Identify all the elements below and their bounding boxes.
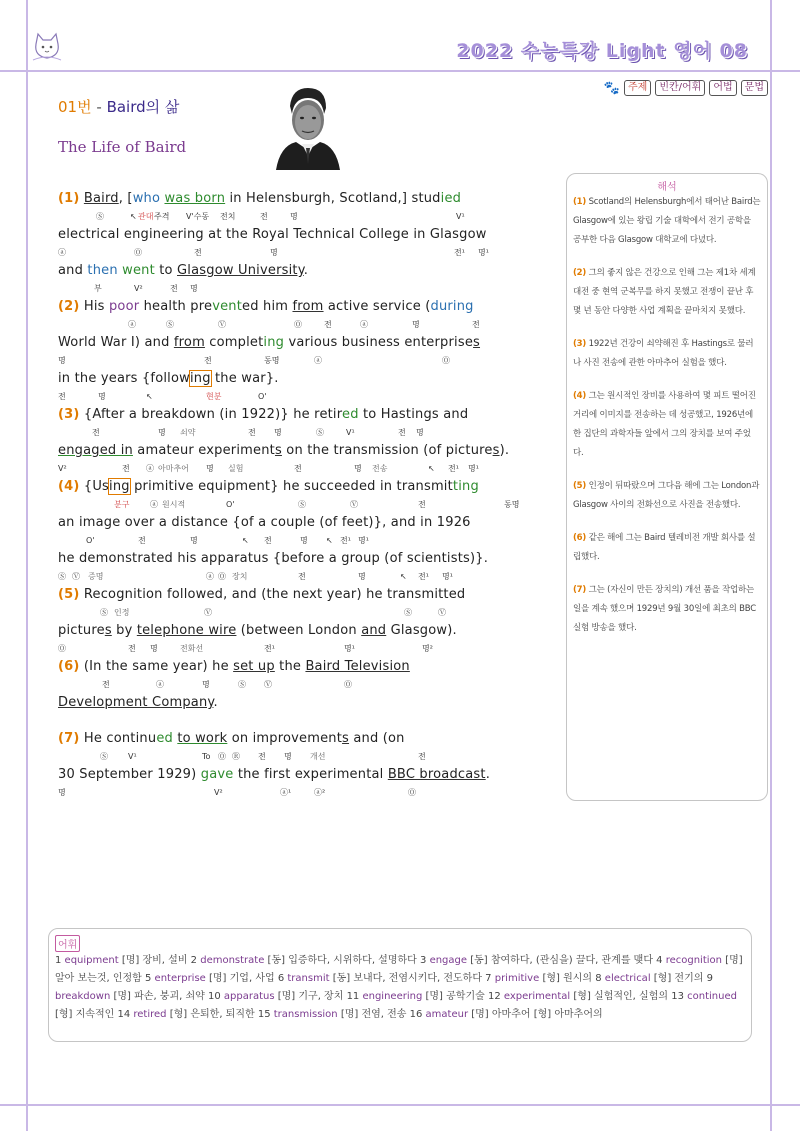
passage-line: and then went to Glasgow University. xyxy=(58,263,309,278)
vocab-entry: 3 engage [동] 참여하다, (관심을) 끌다, 관계를 맺다 xyxy=(420,955,657,966)
passage-line: (3) {After a breakdown (in 1922)} he retired to Hastings and xyxy=(58,407,469,422)
vocab-entry: 16 amateur [명] 아마추어 [형] 아마추어의 xyxy=(409,1009,603,1020)
annotation-line: 전 명 쇠약 전 명 Ⓢ V¹ 전 명 xyxy=(92,428,424,437)
tag-grammar[interactable]: 문법 xyxy=(741,80,768,96)
vocab-entry: 11 engineering [명] 공학기술 xyxy=(346,991,488,1002)
passage-line: (7) He continued to work on improvements and (on xyxy=(58,731,405,746)
vocab-entry: 2 demonstrate [동] 입증하다, 시위하다, 설명하다 xyxy=(190,955,421,966)
annotation-line: V² 전 ⓐ 아마추어 명 실험 전 명 전송 ↖ 전¹ 명¹ xyxy=(58,464,479,473)
passage-line: (6) (In the same year) he set up the Baird Television xyxy=(58,659,410,674)
translation-item: (1) Scotland의 Helensburgh에서 태어난 Baird는 Glasgow에 있는 왕립 기술 대학에서 전기 공학을 공부한 다음 Glasgow 대학교에 다녔다. xyxy=(573,197,761,245)
passage-line: (5) Recognition followed, and (the next year) he transmitted xyxy=(58,587,466,602)
passage-line: (1) Baird, [who was born in Helensburgh, Scotland,] studied xyxy=(58,191,462,206)
passage-line: he demonstrated his apparatus {before a group (of scientists)}. xyxy=(58,551,489,566)
frame-line-bottom xyxy=(0,1104,800,1106)
passage-line: pictures by telephone wire (between London and Glasgow). xyxy=(58,623,457,638)
vocab-entry: 6 transmit [동] 보내다, 전염시키다, 전도하다 xyxy=(277,973,486,984)
annotation-line: 전 ⓐ 명 Ⓢ Ⓥ Ⓞ xyxy=(102,680,352,689)
cat-mascot-icon xyxy=(30,30,64,64)
passage-line: an image over a distance {of a couple (of feet)}, and in 1926 xyxy=(58,515,471,530)
tag-blank-vocab[interactable]: 빈칸/어휘 xyxy=(655,80,705,96)
passage-line: electrical engineering at the Royal Technical College in Glasgow xyxy=(58,227,487,242)
vocab-entry: 15 transmission [명] 전염, 전송 xyxy=(257,1009,410,1020)
translation-item: (3) 1922년 건강이 쇠약해진 후 Hastings로 물러나 사진 전송에 관한 아마추어 실험을 했다. xyxy=(573,339,754,368)
passage-line: (2) His poor health prevented him from active service (during xyxy=(58,299,474,314)
vocab-entry: 13 continued [형] 지속적인 xyxy=(55,991,737,1020)
translation-item: (4) 그는 원시적인 장비를 사용하여 몇 피트 떨어진 거리에 이미지를 전송하는 데 성공했고, 1926년에 한 집단의 과학자들 앞에서 그의 장치를 보여 주었다. xyxy=(573,391,756,458)
vocab-heading: 어휘 xyxy=(55,935,80,952)
passage-line: engaged in amateur experiments on the transmission (of pictures). xyxy=(58,443,510,458)
vocab-entry: 4 recognition [명] 알아 보는것, 인정함 xyxy=(55,955,743,984)
translation-item: (7) 그는 (자신이 만든 장치의) 개선 품을 작업하는 일을 계속 했으며 1929년 9월 30일에 최초의 BBC 실험 방송을 했다. xyxy=(573,585,756,633)
annotation-line: 명 전 동명 ⓐ Ⓞ xyxy=(58,356,450,365)
story-title-en: The Life of Baird xyxy=(58,138,187,156)
tag-topic[interactable]: 주제 xyxy=(624,80,651,96)
annotation-line: Ⓞ 전 명 전화선 전¹ 명¹ 명² xyxy=(58,644,433,653)
annotation-line: 부 V² 전 명 xyxy=(94,284,198,293)
paw-icon: 🐾 xyxy=(603,80,620,96)
frame-line-left xyxy=(26,0,28,1131)
story-title-ko: Baird의 삶 xyxy=(106,98,180,116)
passage-line: (4) {Using primitive equipment} he succeeded in transmitting xyxy=(58,479,479,494)
passage-line: 30 September 1929) gave the first experimental BBC broadcast. xyxy=(58,767,491,782)
passage-line: in the years {following the war}. xyxy=(58,371,279,386)
story-title: 01번 - Baird의 삶 xyxy=(58,98,180,116)
vocab-entry: 5 enterprise [명] 기업, 사업 xyxy=(145,973,278,984)
header-title: 2022 수능특강 Light 영어 08 xyxy=(456,40,748,62)
vocab-entry: 14 retired [형] 은퇴한, 퇴직한 xyxy=(117,1009,258,1020)
passage-line: Development Company. xyxy=(58,695,218,710)
tag-row xyxy=(604,80,768,96)
baird-portrait xyxy=(272,84,342,170)
translation-item: (5) 인정이 뒤따랐으며 그다음 해에 그는 London과 Glasgow 사이의 전화선으로 사진을 전송했다. xyxy=(573,481,760,510)
annotation-line: Ⓢ 인정 Ⓥ Ⓢ Ⓥ xyxy=(100,608,446,617)
vocab-entry: 12 experimental [형] 실험적인, 실험의 xyxy=(487,991,672,1002)
vocab-entry: 7 primitive [형] 원시의 xyxy=(485,973,596,984)
annotation-line: ⓐ Ⓞ 전 명 전¹ 명¹ xyxy=(58,248,489,257)
translation-heading: 해석 xyxy=(657,182,677,193)
frame-line-top xyxy=(0,70,800,72)
annotation-line: Ⓢ V¹ To Ⓞ Ⓡ 전 명 개선 전 xyxy=(100,752,426,761)
tag-grammar-choice[interactable]: 어법 xyxy=(709,80,736,96)
story-number: 01번 xyxy=(58,98,92,116)
vocab-entry: 8 electrical [형] 전기의 xyxy=(595,973,707,984)
annotation-line: O' 전 명 ↖ 전 명 ↖ 전¹ 명¹ xyxy=(86,536,369,545)
vocab-entry: 10 apparatus [명] 기구, 장치 xyxy=(207,991,347,1002)
annotation-line: 명 V² ⓐ¹ ⓐ² Ⓞ xyxy=(58,788,416,797)
translation-box xyxy=(566,173,768,801)
translation-item: (2) 그의 좋지 않은 건강으로 인해 그는 제1차 세계 대전 중 현역 군복무를 하지 못했고 전쟁이 끝난 후 몇 년 동안 다양한 사업 계획을 끝마치지 못했다. xyxy=(573,268,756,316)
passage xyxy=(58,190,548,802)
vocab-box xyxy=(48,928,752,1042)
annotation-line: ⓐ Ⓢ Ⓥ Ⓞ 전 ⓐ 명 전 xyxy=(128,320,480,329)
vocab-entry: 9 breakdown [명] 파손, 붕괴, 쇠약 xyxy=(55,973,713,1002)
passage-line: World War I) and from completing various business enterprises xyxy=(58,335,481,350)
annotation-line: Ⓢ ↖ 관대 주격 V'수동 전치 전 명 V¹ xyxy=(96,212,465,221)
annotation-line: 전 명 ↖ 현분 O' xyxy=(58,392,267,401)
frame-line-right xyxy=(770,0,772,1131)
annotation-line: Ⓢ Ⓥ 증명 ⓐ Ⓞ 장치 전 명 ↖ 전¹ 명¹ xyxy=(58,572,453,581)
translation-item: (6) 같은 해에 그는 Baird 텔레비전 개발 회사를 설립했다. xyxy=(573,533,756,562)
vocab-list xyxy=(55,952,745,1024)
annotation-line xyxy=(58,712,548,730)
annotation-line: 분구 ⓐ 원시적 O' Ⓢ Ⓥ 전 동명 xyxy=(114,500,520,509)
vocab-entry: 1 equipment [명] 장비, 설비 xyxy=(55,955,191,966)
